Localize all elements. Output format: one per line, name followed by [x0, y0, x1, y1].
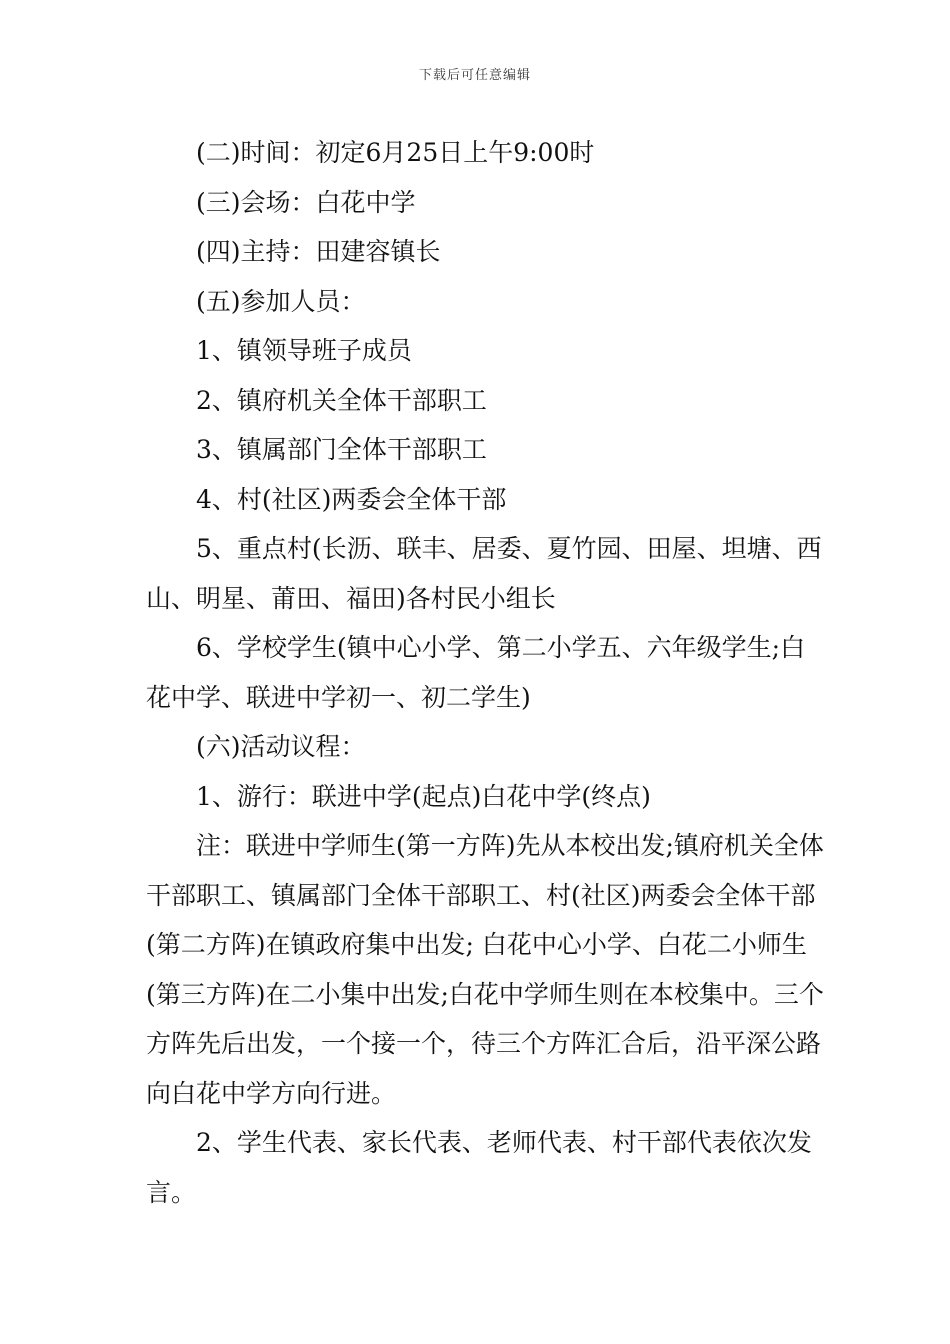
paragraph-agenda-heading: (六)活动议程：	[196, 732, 366, 761]
page-header: 下载后可任意编辑	[418, 68, 531, 83]
paragraph-host: (四)主持：田建容镇长	[196, 237, 441, 266]
list-item: 3、镇属部门全体干部职工	[196, 435, 487, 464]
list-item: 1、镇领导班子成员	[196, 336, 412, 365]
document-body	[146, 128, 826, 1217]
agenda-item: 2、学生代表、家长代表、老师代表、村干部代表依次发言。	[146, 1128, 812, 1207]
list-item: 2、镇府机关全体干部职工	[196, 385, 487, 415]
paragraph-venue: (三)会场：白花中学	[196, 187, 416, 217]
list-item: 4、村(社区)两委会全体干部	[196, 484, 507, 514]
list-item: 5、重点村(长沥、联丰、居委、夏竹园、田屋、坦塘、西山、明星、莆田、福田)各村民小组长	[146, 534, 822, 613]
paragraph-time: (二)时间：初定6月25日上午9:00时	[196, 138, 595, 167]
list-item: 6、学校学生(镇中心小学、第二小学五、六年级学生;白花中学、联进中学初一、初二学生)	[146, 633, 806, 712]
paragraph-note: 注：联进中学师生(第一方阵)先从本校出发;镇府机关全体干部职工、镇属部门全体干部职工、村(社区)两委会全体干部(第二方阵)在镇政府集中出发; 白花中心小学、白花二小师生(第三方阵)在二小集中出发;白花中学师生则在本校集中。三个方阵先后出发，一个接一个，待三个方阵汇合后，沿平深公路向白花中学方向行进。	[146, 831, 824, 1108]
paragraph-attendees-heading: (五)参加人员：	[196, 286, 366, 316]
agenda-item: 1、游行：联进中学(起点)白花中学(终点)	[196, 781, 651, 811]
